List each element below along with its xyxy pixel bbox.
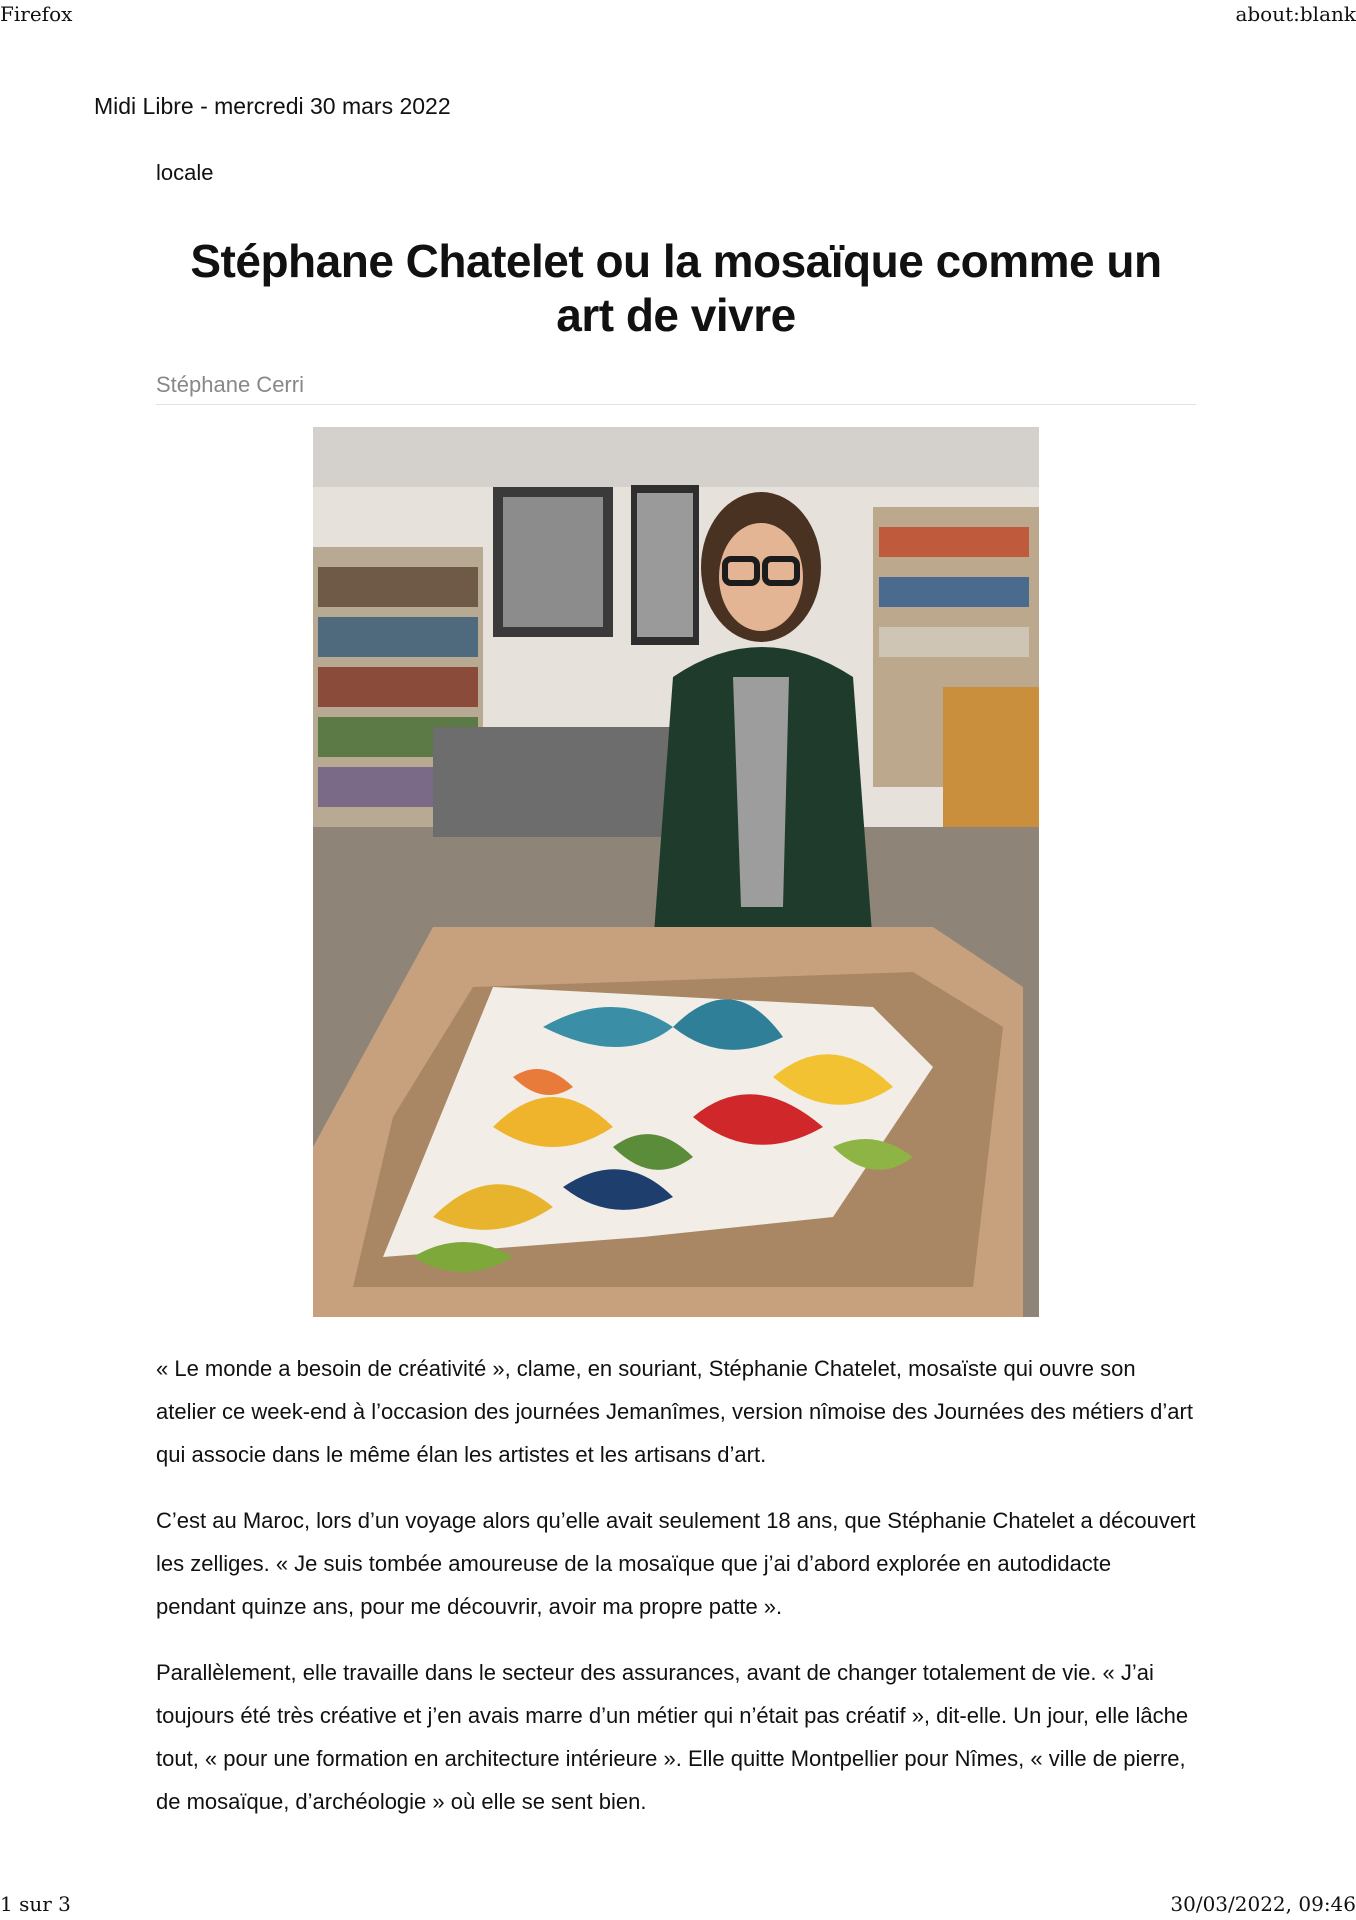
print-timestamp: 30/03/2022, 09:46 <box>1170 1892 1356 1916</box>
studio-photo-illustration <box>313 427 1039 1317</box>
article <box>156 160 1196 1846</box>
byline-container <box>156 372 1196 405</box>
article-photo <box>313 427 1039 1317</box>
article-body <box>156 1347 1196 1823</box>
print-header-app: Firefox <box>0 2 73 26</box>
article-title: Stéphane Chatelet ou la mosaïque comme un art de vivre <box>190 235 1162 341</box>
article-author: Stéphane Cerri <box>156 372 304 397</box>
page-counter: 1 sur 3 <box>0 1892 71 1916</box>
article-paragraph: « Le monde a besoin de créativité », clame, en souriant, Stéphanie Chatelet, mosaïste qui ouvre son atelier ce week-end à l’occasion des journées Jemanîmes, version nîmoise des Journées des métiers d’art qui associe dans le même élan les artistes et les artisans d’art. <box>156 1356 1193 1467</box>
print-header <box>0 0 1356 30</box>
publication-date-line: Midi Libre - mercredi 30 mars 2022 <box>94 93 451 119</box>
article-category: locale <box>156 160 214 185</box>
article-paragraph: Parallèlement, elle travaille dans le secteur des assurances, avant de changer totalement de vie. « J’ai toujours été très créative et j’en avais marre d’un métier qui n’était pas créatif », dit-elle. Un jour, elle lâche tout, « pour une formation en architecture intérieure ». Elle quitte Montpellier pour Nîmes, « ville de pierre, de mosaïque, d’archéologie » où elle se sent bien. <box>156 1660 1189 1814</box>
article-paragraph: C’est au Maroc, lors d’un voyage alors qu’elle avait seulement 18 ans, que Stéphanie Chatelet a découvert les zelliges. « Je suis tombée amoureuse de la mosaïque que j’ai d’abord explorée en autodidacte pendant quinze ans, pour me découvrir, avoir ma propre patte ». <box>156 1508 1196 1619</box>
print-footer <box>0 1890 1356 1920</box>
print-header-url: about:blank <box>1235 2 1356 26</box>
